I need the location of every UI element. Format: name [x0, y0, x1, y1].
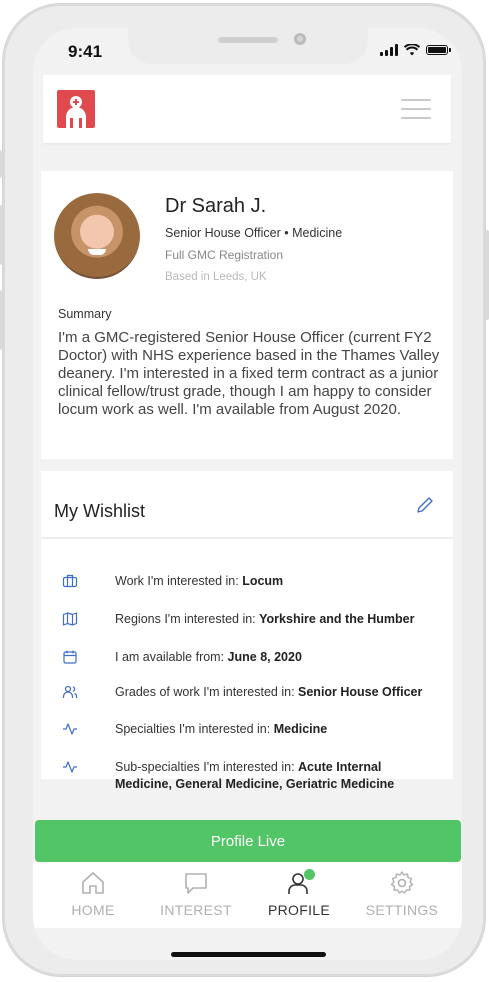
- summary-text: I'm a GMC-registered Senior House Officer (current FY2 Doctor) with NHS experience based in the Thames Valley deanery. I'm interested in a fixed term contract as a junior clinical fellow/trust grade, though I am happy to consider locum work as well. I'm available from August 2020.: [58, 329, 440, 418]
- tab-profile[interactable]: [249, 870, 349, 918]
- wishlist-item-text: [115, 649, 435, 666]
- wishlist-item-text: [115, 759, 435, 793]
- wishlist-item-label: Work I'm interested in:: [115, 574, 243, 588]
- users-icon: [62, 684, 78, 700]
- summary-label: Summary: [58, 307, 112, 321]
- profile-registration: Full GMC Registration: [165, 248, 284, 262]
- phone-notch: [128, 28, 368, 64]
- activity-icon: [62, 721, 78, 737]
- message-icon: [183, 870, 209, 896]
- home-indicator: [171, 952, 326, 957]
- phone-button: [0, 150, 5, 178]
- gear-icon: [389, 870, 415, 896]
- wishlist-item-value: Yorkshire and the Humber: [259, 612, 415, 626]
- tab-label: SETTINGS: [365, 902, 439, 918]
- wishlist-item-text: [115, 611, 435, 628]
- phone-frame: [3, 4, 485, 976]
- app-screen: [33, 28, 462, 960]
- tab-interest[interactable]: [146, 870, 246, 918]
- wishlist-item-text: [115, 684, 435, 701]
- tab-label: PROFILE: [267, 902, 330, 918]
- phone-button: [0, 290, 5, 350]
- bottom-tab-bar: [33, 862, 462, 928]
- map-icon: [62, 611, 78, 627]
- tab-label: INTEREST: [160, 902, 232, 918]
- wishlist-item-label: Grades of work I'm interested in:: [115, 685, 299, 699]
- profile-location: Based in Leeds, UK: [165, 271, 267, 283]
- activity-icon: [62, 759, 78, 775]
- online-status-dot: [304, 869, 315, 880]
- wishlist-item-value: Acute Internal Medicine, General Medicine, Geriatric Medicine: [115, 760, 395, 791]
- profile-card: [41, 171, 453, 459]
- home-icon: [80, 870, 106, 896]
- divider: [41, 537, 453, 539]
- app-header: [43, 75, 451, 143]
- status-icons: [380, 44, 448, 56]
- brand-logo[interactable]: [57, 90, 95, 128]
- menu-icon[interactable]: [401, 99, 431, 119]
- doctor-logo-icon: [57, 90, 95, 128]
- camera: [294, 33, 306, 45]
- speaker: [218, 37, 278, 43]
- wishlist-item-label: Specialties I'm interested in:: [115, 722, 274, 736]
- wishlist-item-label: Sub-specialties I'm interested in:: [115, 760, 299, 774]
- avatar: [54, 193, 140, 279]
- wishlist-item-text: [115, 573, 435, 590]
- wishlist-item-label: I am available from:: [115, 650, 228, 664]
- edit-pencil-icon[interactable]: [415, 495, 435, 515]
- wishlist-item-text: [115, 721, 435, 738]
- battery-icon: [426, 45, 448, 55]
- wishlist-title: My Wishlist: [54, 501, 145, 521]
- wishlist-item-value: Medicine: [273, 722, 328, 736]
- status-time: 9:41: [68, 42, 103, 61]
- tab-home[interactable]: [43, 870, 143, 918]
- profile-name: Dr Sarah J.: [165, 195, 267, 217]
- tab-label: HOME: [71, 902, 115, 918]
- profile-live-banner[interactable]: Profile Live: [35, 820, 461, 862]
- calendar-icon: [62, 649, 78, 665]
- wishlist-item-label: Regions I'm interested in:: [115, 612, 260, 626]
- phone-button: [0, 205, 5, 265]
- wishlist-item-value: June 8, 2020: [227, 650, 302, 664]
- profile-role: Senior House Officer • Medicine: [165, 226, 343, 240]
- wishlist-item-value: Locum: [242, 574, 284, 588]
- wifi-icon: [404, 44, 420, 56]
- wishlist-item-value: Senior House Officer: [298, 685, 423, 699]
- wishlist-card: [41, 471, 453, 791]
- signal-icon: [380, 44, 398, 56]
- briefcase-icon: [62, 573, 78, 589]
- tab-settings[interactable]: [352, 870, 452, 918]
- phone-button: [484, 230, 489, 320]
